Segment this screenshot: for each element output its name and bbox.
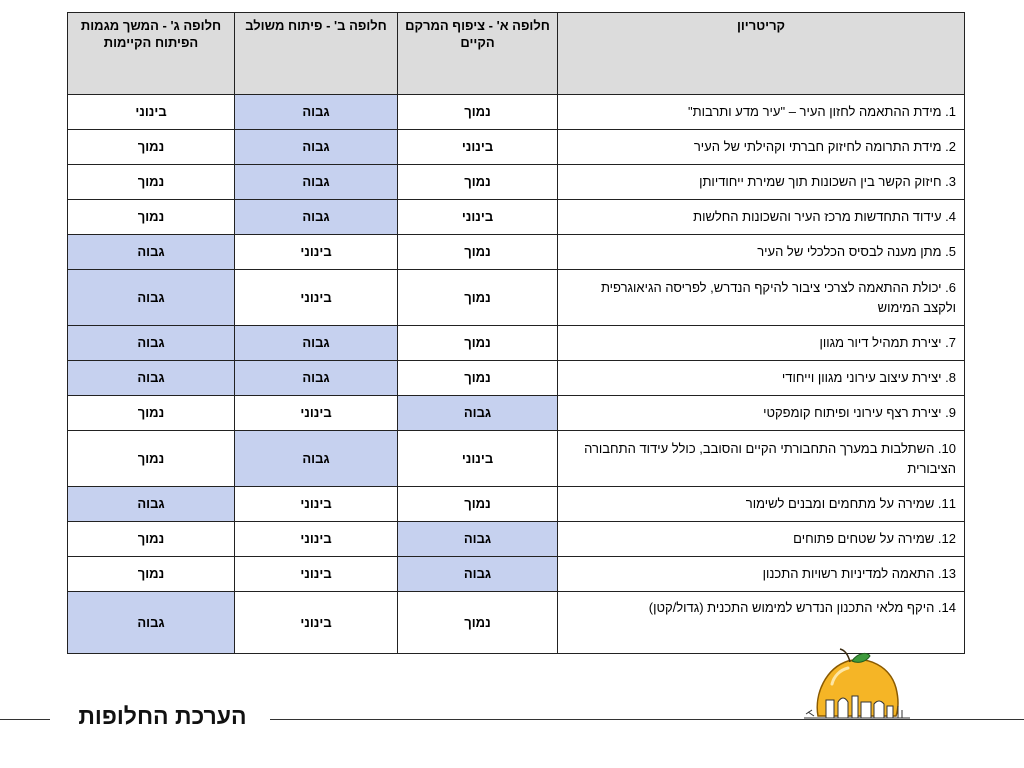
score-cell-c: גבוה (68, 270, 235, 326)
score-cell-c: נמוך (68, 200, 235, 235)
score-cell-a: נמוך (398, 361, 558, 396)
table-row (68, 522, 965, 557)
score-cell-b: גבוה (235, 431, 398, 487)
table-row (68, 270, 965, 326)
table-header-row (68, 13, 965, 95)
criterion-cell: 3. חיזוק הקשר בין השכונות תוך שמירת ייחודיותן (558, 165, 965, 200)
score-cell-b: בינוני (235, 557, 398, 592)
header-criterion: קריטריון (558, 13, 965, 95)
criterion-cell: 11. שמירה על מתחמים ומבנים לשימור (558, 487, 965, 522)
score-cell-b: גבוה (235, 95, 398, 130)
criterion-cell: 4. עידוד התחדשות מרכז העיר והשכונות החלשות (558, 200, 965, 235)
score-cell-a: נמוך (398, 270, 558, 326)
criterion-cell: 5. מתן מענה לבסיס הכלכלי של העיר (558, 235, 965, 270)
score-cell-a: נמוך (398, 235, 558, 270)
score-cell-c: בינוני (68, 95, 235, 130)
score-cell-b: בינוני (235, 522, 398, 557)
score-cell-a: נמוך (398, 487, 558, 522)
leaf-icon (840, 649, 870, 662)
score-cell-c: גבוה (68, 361, 235, 396)
score-cell-b: גבוה (235, 200, 398, 235)
table-row (68, 200, 965, 235)
score-cell-a: בינוני (398, 130, 558, 165)
table-row (68, 487, 965, 522)
score-cell-b: בינוני (235, 487, 398, 522)
table-row (68, 361, 965, 396)
table-row (68, 165, 965, 200)
table-row (68, 235, 965, 270)
score-cell-a: נמוך (398, 326, 558, 361)
score-cell-c: נמוך (68, 557, 235, 592)
criterion-cell: 13. התאמה למדיניות רשויות התכנון (558, 557, 965, 592)
score-cell-a: נמוך (398, 592, 558, 654)
score-cell-b: בינוני (235, 396, 398, 431)
orange-city-logo-icon (798, 644, 916, 724)
header-alternative-a: חלופה א' - ציפוף המרקם הקיים (398, 13, 558, 95)
score-cell-a: בינוני (398, 200, 558, 235)
score-cell-b: בינוני (235, 592, 398, 654)
score-cell-c: גבוה (68, 592, 235, 654)
table-row (68, 130, 965, 165)
score-cell-a: גבוה (398, 396, 558, 431)
criterion-cell: 7. יצירת תמהיל דיור מגוון (558, 326, 965, 361)
score-cell-b: גבוה (235, 361, 398, 396)
score-cell-a: גבוה (398, 522, 558, 557)
score-cell-b: גבוה (235, 130, 398, 165)
header-alternative-c: חלופה ג' - המשך מגמות הפיתוח הקיימות (68, 13, 235, 95)
score-cell-b: גבוה (235, 326, 398, 361)
criterion-cell: 2. מידת התרומה לחיזוק חברתי וקהילתי של העיר (558, 130, 965, 165)
criterion-cell: 10. השתלבות במערך התחבורתי הקיים והסובב, כולל עידוד התחבורה הציבורית (558, 431, 965, 487)
table-row (68, 557, 965, 592)
score-cell-c: גבוה (68, 235, 235, 270)
score-cell-c: גבוה (68, 487, 235, 522)
slide-title: הערכת החלופות (78, 703, 247, 729)
criterion-cell: 14. היקף מלאי התכנון הנדרש למימוש התכנית (גדול/קטן) (558, 592, 965, 654)
table-row (68, 95, 965, 130)
table-row (68, 431, 965, 487)
score-cell-a: גבוה (398, 557, 558, 592)
criterion-cell: 6. יכולת ההתאמה לצרכי ציבור להיקף הנדרש, לפריסה הגיאוגרפית ולקצב המימוש (558, 270, 965, 326)
score-cell-c: נמוך (68, 396, 235, 431)
alternatives-evaluation-table (67, 12, 965, 654)
score-cell-b: בינוני (235, 270, 398, 326)
score-cell-c: נמוך (68, 431, 235, 487)
score-cell-c: נמוך (68, 165, 235, 200)
table-row (68, 326, 965, 361)
criterion-cell: 9. יצירת רצף עירוני ופיתוח קומפקטי (558, 396, 965, 431)
score-cell-a: נמוך (398, 95, 558, 130)
criterion-cell: 1. מידת ההתאמה לחזון העיר – "עיר מדע ותרבות" (558, 95, 965, 130)
score-cell-c: גבוה (68, 326, 235, 361)
score-cell-a: בינוני (398, 431, 558, 487)
score-cell-a: נמוך (398, 165, 558, 200)
footer-divider-left (0, 719, 50, 720)
header-alternative-b: חלופה ב' - פיתוח משולב (235, 13, 398, 95)
score-cell-c: נמוך (68, 130, 235, 165)
table-row (68, 396, 965, 431)
criterion-cell: 12. שמירה על שטחים פתוחים (558, 522, 965, 557)
score-cell-b: גבוה (235, 165, 398, 200)
criterion-cell: 8. יצירת עיצוב עירוני מגוון וייחודי (558, 361, 965, 396)
score-cell-c: נמוך (68, 522, 235, 557)
score-cell-b: בינוני (235, 235, 398, 270)
